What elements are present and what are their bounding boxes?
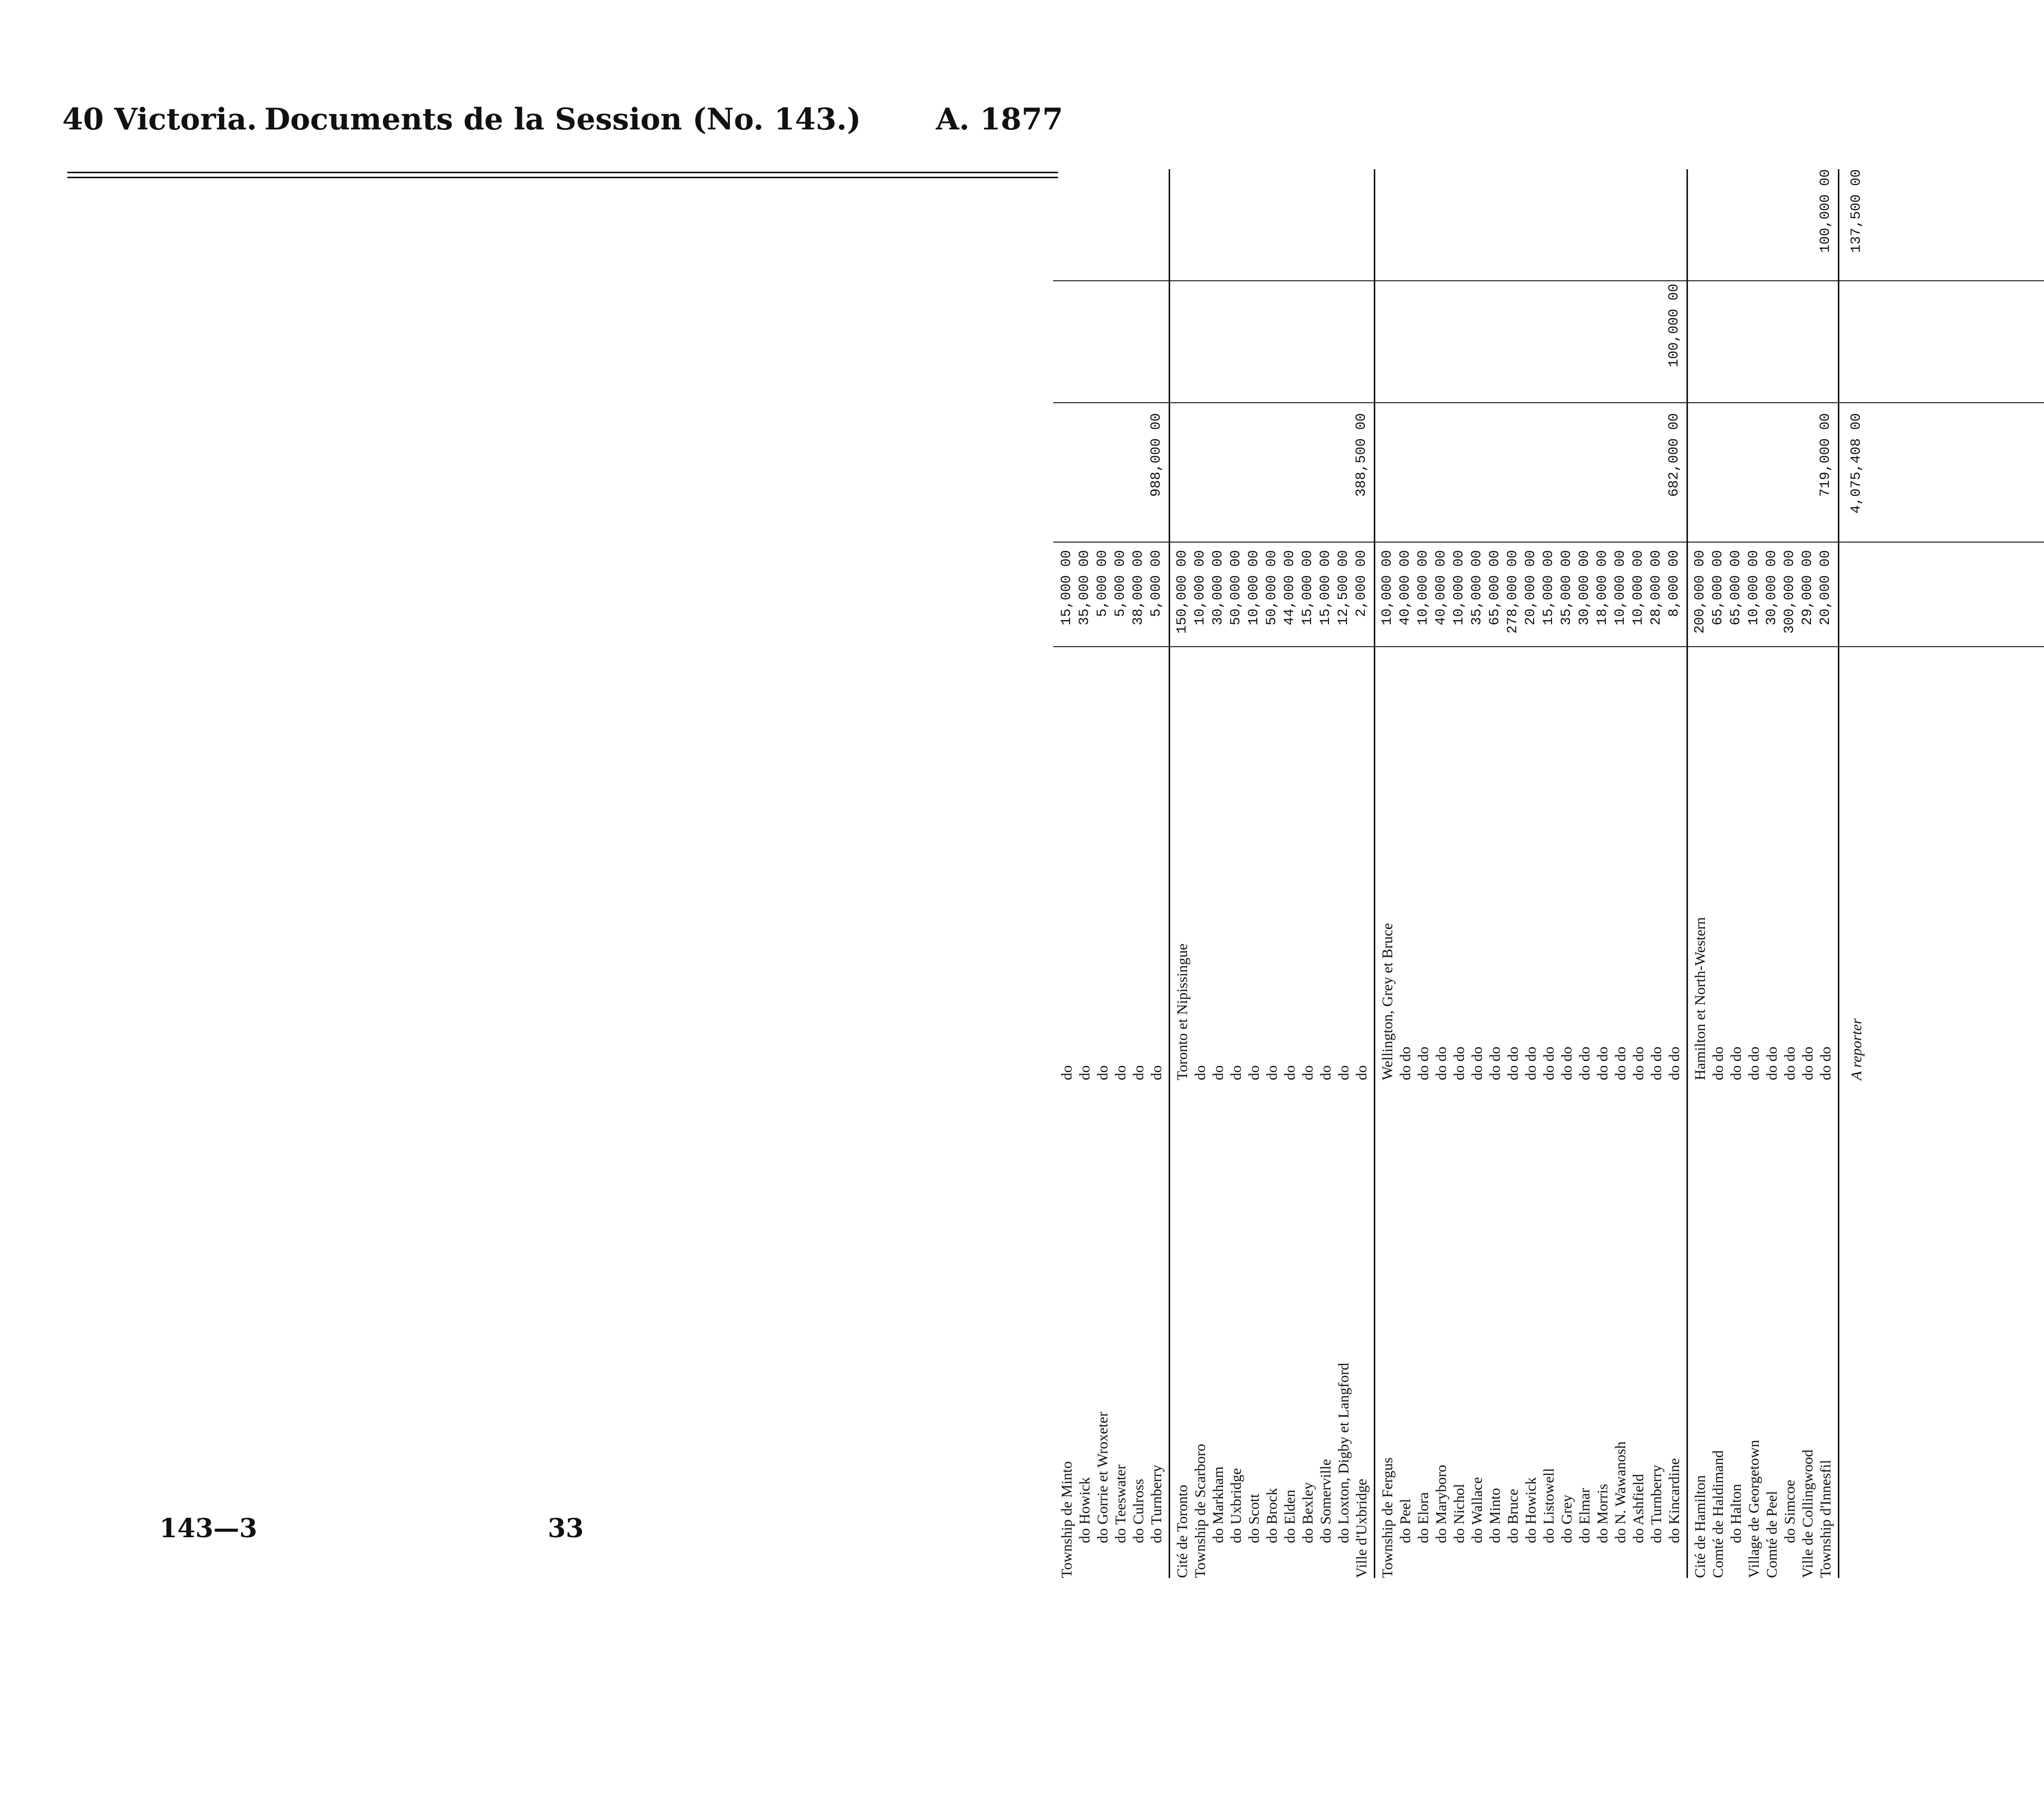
county-cell: do do <box>1505 1046 1521 1080</box>
table-row <box>1227 169 1245 1578</box>
table-row <box>1130 169 1148 1578</box>
place-cell: do Howick <box>1077 1477 1093 1543</box>
place-cell: do Wallace <box>1469 1477 1485 1543</box>
county-cell: do do <box>1800 1046 1816 1080</box>
county-cell: do <box>1282 1065 1298 1080</box>
place-cell: do Bexley <box>1300 1482 1316 1543</box>
county-cell: do do <box>1433 1046 1449 1080</box>
place-cell: do N. Wawanosh <box>1612 1441 1629 1543</box>
table-row <box>1576 169 1594 1578</box>
county-cell: do <box>1077 1065 1093 1080</box>
section-total-cell: 719,000 00 <box>1818 413 1833 497</box>
table-row <box>1353 169 1371 1578</box>
header-right: A. 1877 <box>936 102 1063 137</box>
carry-forward-column3: 137,500 00 <box>1849 169 1864 253</box>
amount-cell: 15,000 00 <box>1059 550 1075 626</box>
place-cell: do Markham <box>1210 1466 1226 1543</box>
place-cell: do Morris <box>1594 1483 1611 1543</box>
table-row <box>1192 169 1209 1578</box>
place-cell: do Turnberry <box>1648 1465 1665 1543</box>
place-cell: do Elora <box>1415 1492 1432 1543</box>
county-cell: do do <box>1541 1046 1557 1080</box>
carry-forward-row <box>1848 169 1866 1578</box>
table-row <box>1745 169 1763 1578</box>
table-row <box>1174 169 1192 1578</box>
table-row <box>1799 169 1817 1578</box>
place-cell: Village de Georgetown <box>1746 1440 1762 1578</box>
table-row <box>1522 169 1540 1578</box>
amount-cell: 30,000 00 <box>1764 550 1780 626</box>
county-cell: do do <box>1576 1046 1593 1080</box>
place-cell: Ville de Collingwood <box>1800 1449 1816 1578</box>
table-row <box>1504 169 1522 1578</box>
table-row <box>1486 169 1504 1578</box>
place-cell: do Culross <box>1130 1478 1147 1543</box>
county-cell: do <box>1246 1065 1262 1080</box>
place-cell: do Halton <box>1728 1483 1744 1543</box>
amount-cell: 40,000 00 <box>1398 550 1413 626</box>
county-cell: do do <box>1451 1046 1467 1080</box>
amount-cell: 20,000 00 <box>1523 550 1539 626</box>
table-row <box>1397 169 1415 1578</box>
county-cell: do do <box>1764 1046 1780 1080</box>
amount-cell: 10,000 00 <box>1416 550 1431 626</box>
county-cell: do do <box>1487 1046 1503 1080</box>
place-cell: do Kincardine <box>1666 1458 1683 1543</box>
place-cell: do Ashfield <box>1630 1473 1647 1543</box>
section-total-cell: 682,000 00 <box>1667 413 1682 497</box>
amount-cell: 5,000 00 <box>1149 550 1164 617</box>
county-cell: do <box>1059 1065 1075 1080</box>
page-header <box>62 102 1063 147</box>
amount-cell: 50,000 00 <box>1264 550 1280 626</box>
table-row <box>1781 169 1799 1578</box>
amount-cell: 20,000 00 <box>1818 550 1833 626</box>
column2-cell: 100,000 00 <box>1667 284 1682 368</box>
county-cell: do do <box>1666 1046 1683 1080</box>
place-cell: Comté de Haldimand <box>1710 1450 1726 1578</box>
place-cell: Township de Minto <box>1059 1461 1075 1578</box>
place-cell: Cité de Hamilton <box>1692 1475 1708 1578</box>
table-row <box>1727 169 1745 1578</box>
amount-cell: 10,000 00 <box>1193 550 1208 626</box>
amount-cell: 18,000 00 <box>1595 550 1610 626</box>
amount-cell: 15,000 00 <box>1300 550 1316 626</box>
place-cell: do Howick <box>1523 1477 1539 1543</box>
amount-cell: 15,000 00 <box>1318 550 1333 626</box>
table-row <box>1666 169 1683 1578</box>
table-row <box>1433 169 1450 1578</box>
amount-cell: 10,000 00 <box>1451 550 1467 626</box>
place-cell: Township de Scarboro <box>1192 1444 1208 1578</box>
county-cell: do <box>1353 1065 1370 1080</box>
place-cell: do Elmar <box>1576 1488 1593 1543</box>
county-cell: do <box>1335 1065 1352 1080</box>
county-cell: do <box>1264 1065 1280 1080</box>
amount-cell: 8,000 00 <box>1667 550 1682 617</box>
section-total-cell: 388,500 00 <box>1354 413 1369 497</box>
county-cell: do do <box>1782 1046 1798 1080</box>
table-row <box>1335 169 1353 1578</box>
county-cell: do <box>1300 1065 1316 1080</box>
table-row <box>1379 169 1397 1578</box>
place-cell: Township d'Innesfil <box>1817 1460 1834 1578</box>
place-cell: Ville d'Uxbridge <box>1353 1478 1370 1578</box>
place-cell: do Grey <box>1559 1494 1575 1543</box>
county-cell: Hamilton et North-Western <box>1692 917 1708 1080</box>
amount-cell: 30,000 00 <box>1210 550 1226 626</box>
table-row <box>1415 169 1433 1578</box>
place-cell: do Nichol <box>1451 1483 1467 1543</box>
place-cell: do Somerville <box>1318 1459 1334 1543</box>
table-row <box>1076 169 1094 1578</box>
table-row <box>1763 169 1781 1578</box>
amount-cell: 44,000 00 <box>1282 550 1298 626</box>
table-row <box>1594 169 1612 1578</box>
table-row <box>1281 169 1299 1578</box>
county-cell: do do <box>1630 1046 1647 1080</box>
place-cell: do Maryboro <box>1433 1465 1449 1543</box>
county-cell: Wellington, Grey et Bruce <box>1379 923 1396 1080</box>
place-cell: do Minto <box>1487 1488 1503 1543</box>
amount-cell: 150,000 00 <box>1175 550 1190 634</box>
county-cell: do <box>1228 1065 1244 1080</box>
county-cell: do do <box>1594 1046 1611 1080</box>
header-rule-2 <box>67 177 1058 178</box>
amount-cell: 35,000 00 <box>1469 550 1485 626</box>
table-row <box>1112 169 1130 1578</box>
table-row <box>1612 169 1630 1578</box>
carry-forward-total: 4,075,408 00 <box>1849 413 1864 514</box>
place-cell: do Elden <box>1282 1489 1298 1543</box>
amount-cell: 10,000 00 <box>1613 550 1628 626</box>
amount-cell: 2,000 00 <box>1354 550 1369 617</box>
county-cell: do <box>1210 1065 1226 1080</box>
place-cell: do Uxbridge <box>1228 1468 1244 1543</box>
amount-cell: 40,000 00 <box>1434 550 1449 626</box>
place-cell: Comté de Peel <box>1764 1491 1780 1578</box>
place-cell: do Simcoe <box>1782 1479 1798 1543</box>
place-cell: do Turnberry <box>1148 1465 1165 1543</box>
amount-cell: 12,500 00 <box>1336 550 1351 626</box>
county-cell: do <box>1148 1065 1165 1080</box>
table-row <box>1317 169 1335 1578</box>
table-row <box>1299 169 1317 1578</box>
amount-cell: 278,000 00 <box>1505 550 1521 634</box>
county-cell: do do <box>1648 1046 1665 1080</box>
amount-cell: 15,000 00 <box>1541 550 1557 626</box>
table-row <box>1691 169 1709 1578</box>
section-divider <box>1169 169 1170 1578</box>
county-cell: do do <box>1415 1046 1432 1080</box>
table-row <box>1648 169 1666 1578</box>
table-row <box>1094 169 1112 1578</box>
table-row <box>1148 169 1166 1578</box>
amount-cell: 200,000 00 <box>1692 550 1708 634</box>
amount-cell: 10,000 00 <box>1631 550 1646 626</box>
county-cell: do do <box>1397 1046 1414 1080</box>
rotated-table <box>1053 169 2044 1578</box>
section-divider <box>1374 169 1375 1578</box>
place-cell: do Gorrie et Wroxeter <box>1094 1412 1111 1543</box>
section-divider <box>1838 169 1839 1578</box>
county-cell: do do <box>1728 1046 1744 1080</box>
county-cell: do do <box>1746 1046 1762 1080</box>
amount-cell: 65,000 00 <box>1710 550 1726 626</box>
amount-cell: 29,000 00 <box>1800 550 1815 626</box>
amount-cell: 5,000 00 <box>1095 550 1110 617</box>
county-cell: Toronto et Nipissingue <box>1174 943 1191 1080</box>
county-cell: do <box>1112 1065 1129 1080</box>
amount-cell: 5,000 00 <box>1113 550 1128 617</box>
table-row <box>1630 169 1648 1578</box>
amount-cell: 50,000 00 <box>1228 550 1244 626</box>
table-row <box>1468 169 1486 1578</box>
amount-cell: 10,000 00 <box>1380 550 1395 626</box>
header-rule <box>67 172 1058 173</box>
place-cell: Township de Fergus <box>1379 1457 1396 1578</box>
amount-cell: 35,000 00 <box>1077 550 1092 626</box>
place-cell: Cité de Toronto <box>1174 1484 1191 1578</box>
amount-cell: 10,000 00 <box>1746 550 1762 626</box>
amount-cell: 28,000 00 <box>1649 550 1664 626</box>
table-row <box>1709 169 1727 1578</box>
table-row <box>1058 169 1076 1578</box>
table-row <box>1817 169 1835 1578</box>
county-cell: do <box>1318 1065 1334 1080</box>
section-total-cell: 988,000 00 <box>1149 413 1164 497</box>
table-row <box>1263 169 1281 1578</box>
county-cell: do do <box>1469 1046 1485 1080</box>
county-cell: do do <box>1710 1046 1726 1080</box>
table-row <box>1245 169 1263 1578</box>
place-cell: do Loxton, Digby et Langford <box>1335 1362 1352 1543</box>
place-cell: do Bruce <box>1505 1488 1521 1543</box>
amount-cell: 65,000 00 <box>1728 550 1744 626</box>
county-cell: do do <box>1559 1046 1575 1080</box>
table-row <box>1558 169 1576 1578</box>
county-cell: do <box>1192 1065 1208 1080</box>
table-row <box>1540 169 1558 1578</box>
column3-cell: 100,000 00 <box>1818 169 1833 253</box>
table-row <box>1450 169 1468 1578</box>
county-cell: do do <box>1612 1046 1629 1080</box>
amount-cell: 10,000 00 <box>1246 550 1262 626</box>
table-row <box>1209 169 1227 1578</box>
amount-cell: 300,000 00 <box>1782 550 1798 634</box>
header-left: 40 Victoria. <box>62 102 257 137</box>
place-cell: do Scott <box>1246 1493 1262 1543</box>
place-cell: do Brock <box>1264 1488 1280 1543</box>
amount-cell: 35,000 00 <box>1559 550 1574 626</box>
signature-mark: 143—3 <box>159 1513 257 1544</box>
place-cell: do Teeswater <box>1112 1464 1129 1543</box>
header-title: Documents de la Session (No. 143.) <box>264 102 861 137</box>
place-cell: do Peel <box>1397 1498 1414 1543</box>
carry-forward-label: A reporter <box>1848 1018 1865 1080</box>
county-cell: do do <box>1523 1046 1539 1080</box>
page-number: 33 <box>548 1513 584 1544</box>
county-cell: do <box>1130 1065 1147 1080</box>
county-cell: do <box>1094 1065 1111 1080</box>
place-cell: do Listowell <box>1541 1468 1557 1543</box>
amount-cell: 38,000 00 <box>1131 550 1146 626</box>
amount-cell: 30,000 00 <box>1577 550 1592 626</box>
county-cell: do do <box>1817 1046 1834 1080</box>
section-divider <box>1686 169 1688 1578</box>
amount-cell: 65,000 00 <box>1487 550 1503 626</box>
